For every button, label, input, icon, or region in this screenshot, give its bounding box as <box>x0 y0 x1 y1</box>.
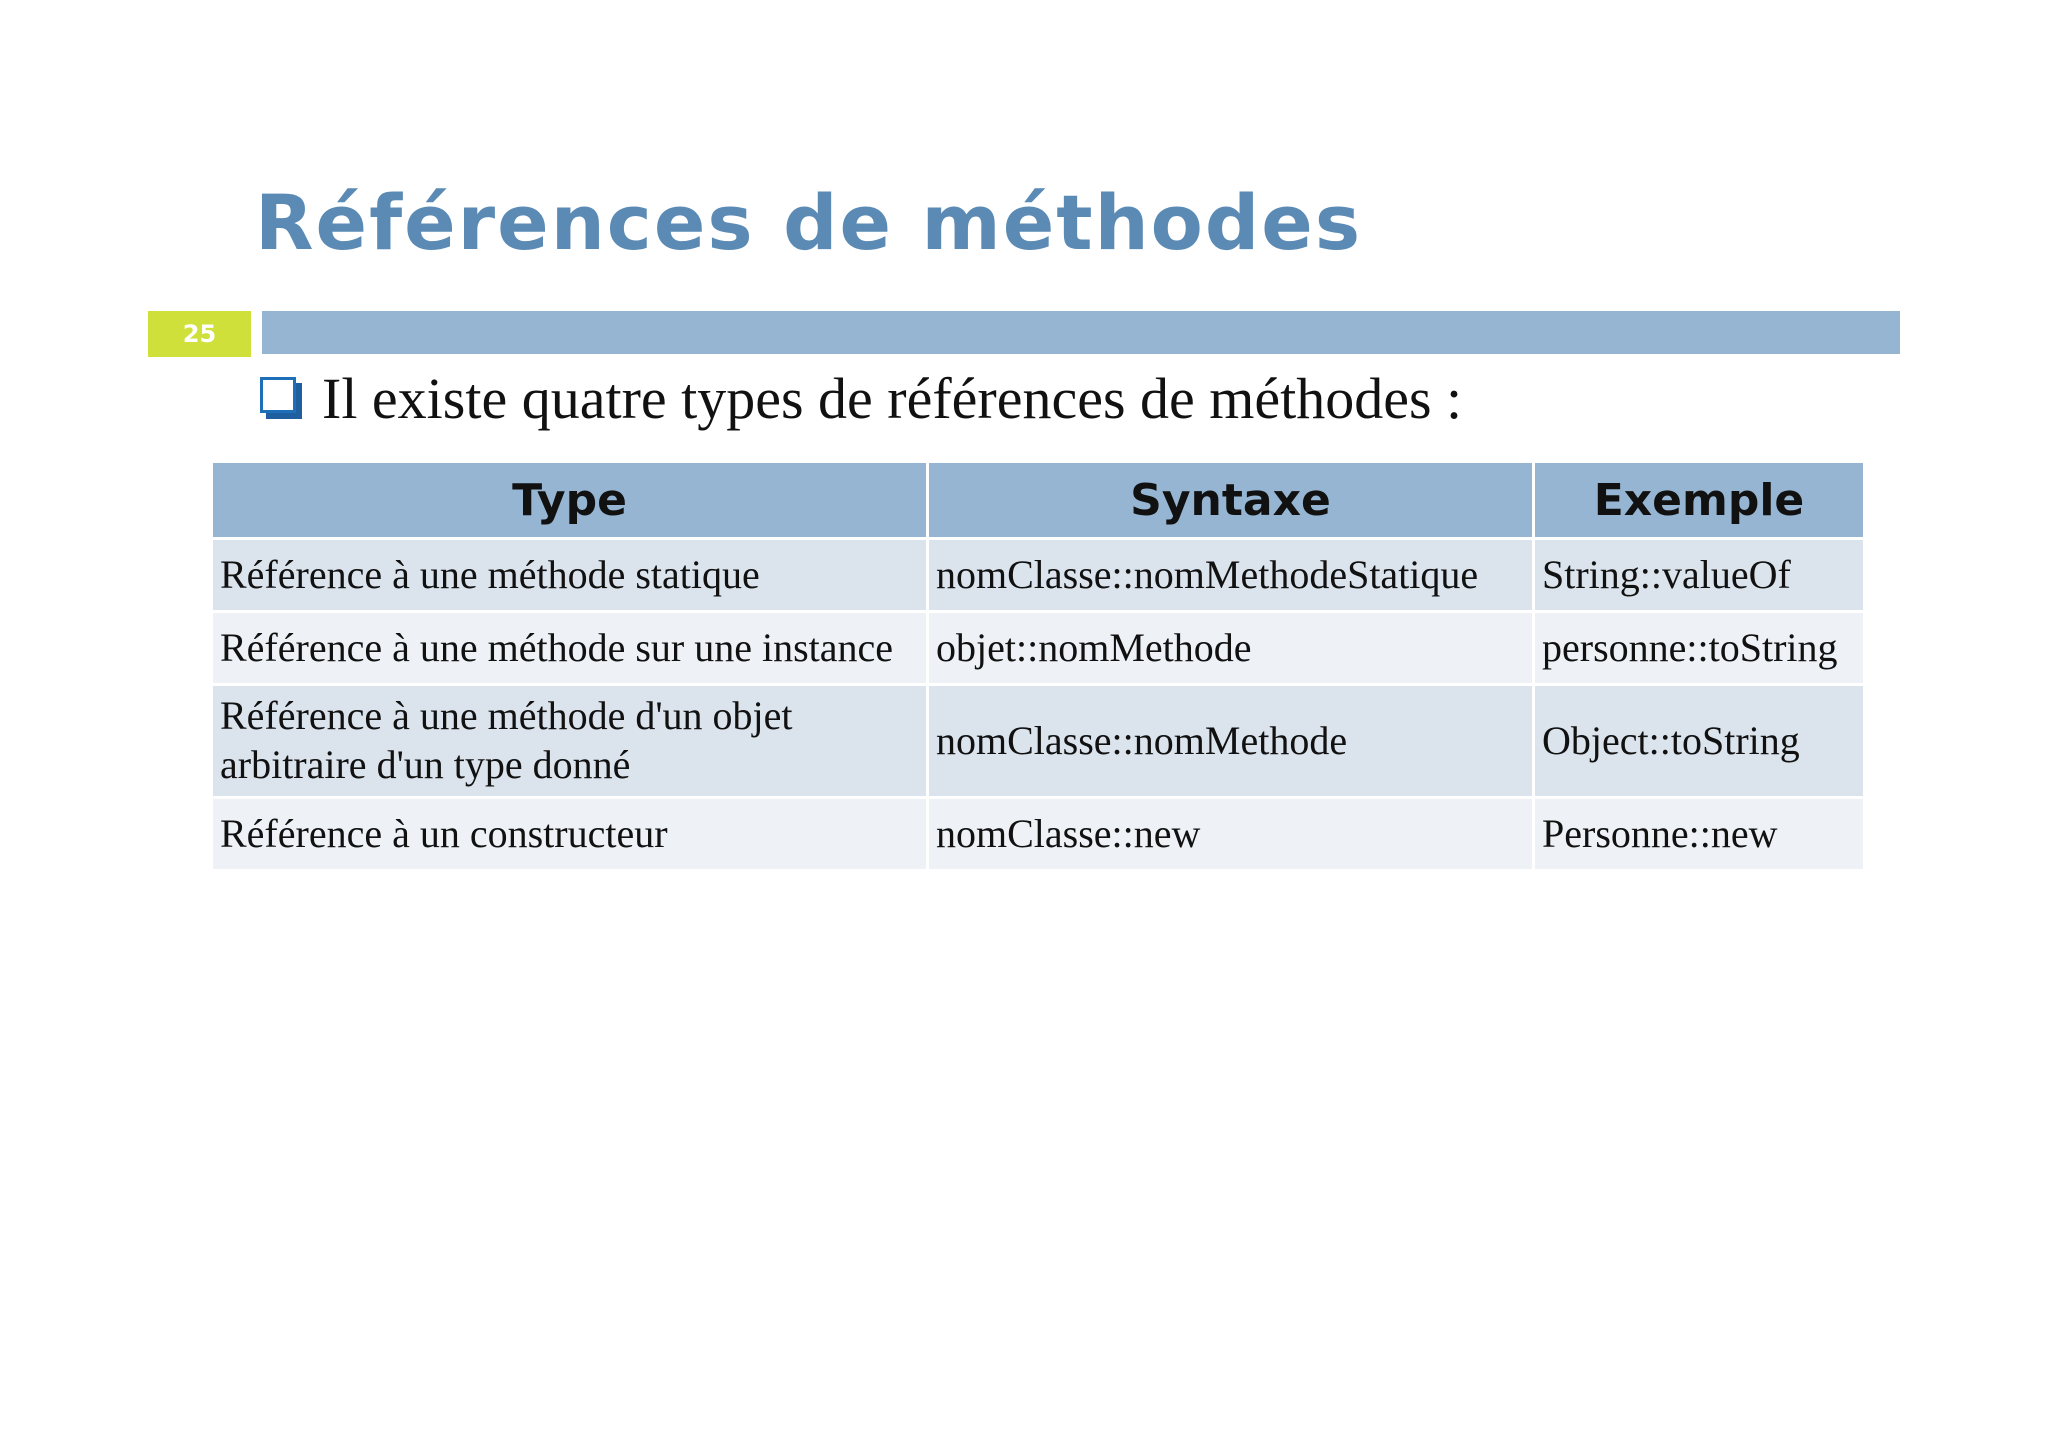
table-row <box>213 799 1863 869</box>
checkbox-bullet-icon <box>260 377 304 421</box>
cell-example: String::valueOf <box>1535 540 1863 610</box>
cell-syntax: objet::nomMethode <box>929 613 1532 683</box>
bullet-text: Il existe quatre types de références de méthodes : <box>322 366 1463 431</box>
cell-example: Personne::new <box>1535 799 1863 869</box>
cell-type: Référence à un constructeur <box>213 799 926 869</box>
cell-example: personne::toString <box>1535 613 1863 683</box>
cell-syntax: nomClasse::new <box>929 799 1532 869</box>
table-header-row <box>213 463 1863 537</box>
page-number-badge: 25 <box>148 311 251 357</box>
cell-syntax: nomClasse::nomMethodeStatique <box>929 540 1532 610</box>
slide-title: Références de méthodes <box>255 178 1363 267</box>
bullet-point <box>260 366 1462 433</box>
cell-type: Référence à une méthode d'un objet arbitraire d'un type donné <box>213 686 926 796</box>
header-type: Type <box>213 463 926 537</box>
header-syntax: Syntaxe <box>929 463 1532 537</box>
cell-syntax: nomClasse::nomMethode <box>929 686 1532 796</box>
table-row <box>213 613 1863 683</box>
cell-example: Object::toString <box>1535 686 1863 796</box>
table-row <box>213 540 1863 610</box>
cell-type: Référence à une méthode sur une instance <box>213 613 926 683</box>
header-example: Exemple <box>1535 463 1863 537</box>
title-underline-bar <box>262 311 1900 354</box>
method-references-table <box>210 460 1866 872</box>
cell-type: Référence à une méthode statique <box>213 540 926 610</box>
table-row <box>213 686 1863 796</box>
